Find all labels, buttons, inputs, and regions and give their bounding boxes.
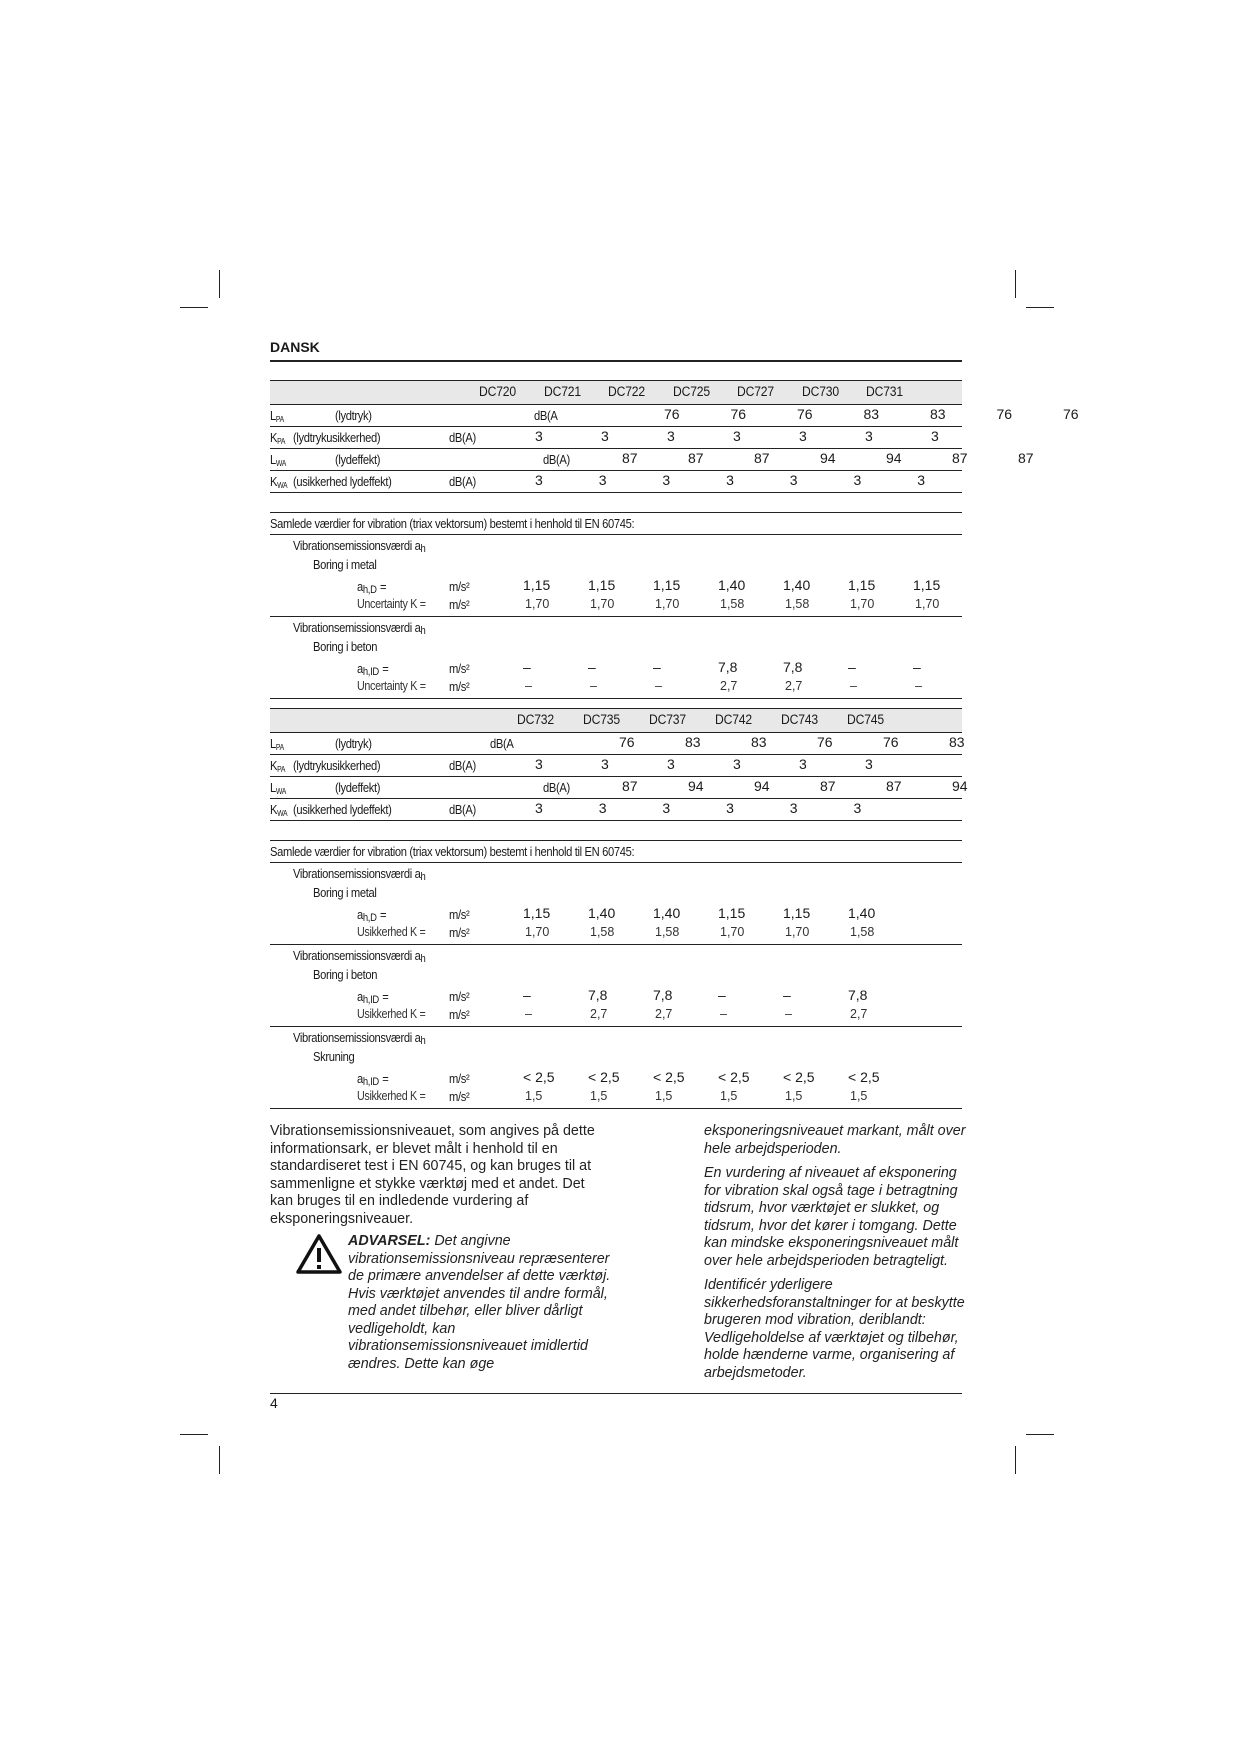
right-paragraph-3: Identificér yderligere sikkerhedsforanstaltninger for at beskytte brugeren mod vibration, deriblandt: Vedligeholdelse af værktøjet og tilbehør, holde hænderne varme, organisering af arbejdsmetoder. [704,1277,965,1381]
value-equals: = [382,1071,389,1086]
uncertainty-value: 1,70 [590,597,615,611]
value-label [357,989,388,1008]
row-value: 3 [733,756,741,772]
value-label [357,661,388,680]
value-equals: = [380,907,387,922]
crop-mark [1026,307,1054,308]
heading-subscript: h [420,543,426,555]
vibration-value: 7,8 [718,659,738,675]
row-value: 3 [535,756,543,772]
model-name: DC725 [672,384,710,399]
row-label: (usikkerhed lydeffekt) [293,474,392,489]
uncertainty-value: 1,5 [655,1089,673,1103]
vibration-title: Samlede værdier for vibration (triax vektorsum) bestemt i henhold til EN 60745: [270,516,635,531]
crop-mark [180,1434,208,1435]
application-label: Skruning [313,1049,355,1064]
row-value: 3 [865,428,873,444]
uncertainty-value: 2,7 [720,679,738,693]
row-value: 87 [952,450,968,466]
row-value: 83 [863,406,880,422]
vibration-value: 1,15 [588,577,616,593]
vibration-value: 1,15 [718,905,746,921]
row-symbol [270,452,286,471]
uncertainty-value: 1,70 [915,597,940,611]
row-value: 3 [733,428,741,444]
value-label [357,1071,388,1090]
row-label: (lydtryk) [335,408,372,423]
header-rule [270,360,962,362]
vibration-value: < 2,5 [783,1069,815,1085]
table-rule [270,840,962,841]
row-value: 87 [754,450,770,466]
row-value: 3 [598,800,607,816]
row-label: (lydeffekt) [335,452,381,467]
row-value: 83 [930,406,946,422]
vibration-heading [293,620,425,639]
row-value: 3 [726,800,734,816]
uncertainty-unit: m/s² [449,597,470,612]
row-value: 3 [931,428,939,444]
model-name: DC722 [608,384,645,399]
row-label: (lydtrykusikkerhed) [293,758,381,773]
row-value: 76 [1063,406,1079,422]
uncertainty-value: 1,58 [590,925,615,939]
crop-mark [1026,1434,1054,1435]
value-symbol: a [357,661,363,676]
vibration-value: 1,15 [523,577,551,593]
row-value: 94 [820,450,836,466]
vibration-value: 1,15 [913,577,941,593]
table-rule [270,798,962,799]
row-symbol-subscript: PA [275,415,284,424]
model-name: DC745 [847,712,884,727]
row-value: 3 [726,472,734,488]
model-name: DC720 [479,384,516,399]
table-rule [270,754,962,755]
uncertainty-value: 1,70 [785,925,810,939]
uncertainty-value: – [850,679,857,693]
vibration-value: – [523,659,531,675]
table-rule [270,862,962,863]
row-value: 3 [853,800,862,816]
value-subscript: h,ID [362,1076,379,1088]
uncertainty-value: 1,58 [850,925,875,939]
uncertainty-value: 1,5 [785,1089,803,1103]
left-text-column [270,1123,600,1235]
table-rule [270,380,962,381]
row-symbol [270,736,284,755]
crop-mark [180,307,208,308]
row-value: 3 [601,756,609,772]
value-subscript: h,D [362,584,377,596]
vibration-value: 1,40 [653,905,681,921]
table-rule [270,448,962,449]
uncertainty-label: Uncertainty K = [357,597,426,611]
row-unit: dB(A [534,408,558,423]
uncertainty-value: 1,5 [525,1089,543,1103]
table-rule [270,492,962,493]
row-value: 3 [535,800,543,816]
row-symbol-subscript: PA [277,765,286,774]
row-symbol-letter: K [270,430,278,445]
row-value: 87 [622,778,638,794]
table-rule [270,512,962,513]
row-symbol-subscript: WA [277,809,288,818]
table-rule [270,404,962,405]
model-name: DC721 [543,384,581,399]
row-value: 87 [886,778,902,794]
table-rule [270,1026,962,1027]
value-unit: m/s² [449,907,470,922]
row-value: 83 [949,734,965,750]
value-unit: m/s² [449,1071,470,1086]
heading-text: Vibrationsemissionsværdi a [293,538,421,553]
row-label: (lydtryk) [335,736,372,751]
row-value: 87 [1018,450,1034,466]
footer-rule [270,1393,962,1394]
vibration-value: – [653,659,661,675]
vibration-value: – [588,659,596,675]
value-unit: m/s² [449,989,470,1004]
crop-mark [1015,1446,1016,1474]
crop-mark [219,270,220,298]
vibration-value: – [523,987,531,1003]
uncertainty-value: 2,7 [655,1007,673,1021]
vibration-value: 7,8 [653,987,673,1003]
vibration-value: 1,15 [523,905,551,921]
uncertainty-unit: m/s² [449,925,470,940]
vibration-value: 7,8 [783,659,803,675]
vibration-title: Samlede værdier for vibration (triax vektorsum) bestemt i henhold til EN 60745: [270,844,635,859]
uncertainty-value: 1,58 [720,597,745,611]
value-unit: m/s² [449,579,470,594]
uncertainty-value: – [525,679,532,693]
right-text-column [704,1123,966,1389]
row-label: (lydtrykusikkerhed) [293,430,381,445]
uncertainty-value: 2,7 [785,679,803,693]
table-rule [270,534,962,535]
vibration-heading [293,866,425,885]
vibration-value: < 2,5 [718,1069,750,1085]
row-value: 3 [789,472,798,488]
row-value: 94 [688,778,704,794]
uncertainty-label: Usikkerhed K = [357,1007,426,1021]
heading-text: Vibrationsemissionsværdi a [293,948,421,963]
row-value: 3 [598,472,607,488]
value-equals: = [380,579,387,594]
row-symbol-subscript: WA [275,787,287,796]
model-name: DC737 [649,712,686,727]
vibration-value: 7,8 [588,987,608,1003]
uncertainty-label: Usikkerhed K = [357,1089,426,1103]
row-value: 3 [535,472,543,488]
model-name: DC727 [737,384,774,399]
row-symbol-subscript: WA [277,481,288,490]
vibration-value: 1,15 [783,905,811,921]
uncertainty-value: – [655,679,662,693]
row-value: 76 [664,406,680,422]
table-rule [270,944,962,945]
uncertainty-value: – [720,1007,727,1021]
table-rule [270,732,962,733]
uncertainty-value: 1,5 [850,1089,868,1103]
value-subscript: h,D [362,912,377,924]
row-symbol-subscript: WA [275,459,287,468]
uncertainty-value: – [915,679,922,693]
uncertainty-value: 2,7 [850,1007,868,1021]
row-symbol-letter: K [270,474,278,489]
row-value: 76 [996,406,1013,422]
model-name: DC730 [801,384,839,399]
row-symbol [270,802,287,821]
model-name: DC743 [781,712,818,727]
uncertainty-value: 2,7 [590,1007,608,1021]
row-value: 3 [662,800,671,816]
row-value: 3 [662,472,671,488]
uncertainty-value: 1,5 [720,1089,738,1103]
row-value: 3 [799,428,807,444]
uncertainty-value: 1,70 [850,597,875,611]
value-symbol: a [357,989,363,1004]
model-name: DC731 [866,384,903,399]
warning-block [348,1233,613,1373]
page-number: 4 [270,1395,278,1411]
row-value: 87 [688,450,704,466]
vibration-heading [293,538,425,557]
row-symbol [270,474,287,493]
row-symbol [270,430,285,449]
uncertainty-value: – [590,679,597,693]
uncertainty-value: 1,5 [590,1089,608,1103]
row-value: 3 [917,472,925,488]
row-symbol-letter: L [270,452,276,467]
vibration-value: – [718,987,726,1003]
warning-label: ADVARSEL: [348,1233,431,1249]
section-language-label: DANSK [270,339,320,355]
row-value: 3 [601,428,609,444]
application-label: Boring i metal [313,885,377,900]
table-rule [270,708,962,709]
uncertainty-value: 1,58 [655,925,680,939]
value-symbol: a [357,579,363,594]
row-value: 76 [883,734,899,750]
value-equals: = [382,989,389,1004]
row-value: 3 [853,472,862,488]
row-value: 83 [751,734,767,750]
row-unit: dB(A [490,736,514,751]
table-rule [270,698,962,699]
row-value: 76 [619,734,635,750]
row-symbol-letter: K [270,802,278,817]
heading-subscript: h [420,1035,426,1047]
vibration-value: 1,40 [783,577,811,593]
table-rule [270,776,962,777]
application-label: Boring i beton [313,967,378,982]
vibration-value: – [848,659,856,675]
value-label [357,907,386,926]
uncertainty-value: – [785,1007,792,1021]
vibration-value: – [913,659,921,675]
row-unit: dB(A) [449,474,476,489]
vibration-heading [293,1030,425,1049]
heading-subscript: h [420,625,426,637]
model-name: DC742 [715,712,752,727]
row-symbol [270,408,284,427]
heading-subscript: h [420,953,426,965]
row-value: 76 [817,734,833,750]
table-rule [270,426,962,427]
row-value: 3 [535,428,543,444]
model-name: DC735 [583,712,620,727]
row-label: (usikkerhed lydeffekt) [293,802,392,817]
uncertainty-unit: m/s² [449,1089,470,1104]
vibration-value: 7,8 [848,987,868,1003]
row-value: 3 [667,756,675,772]
row-symbol-letter: L [270,736,276,751]
value-label [357,579,386,598]
row-value: 76 [730,406,747,422]
crop-mark [1015,270,1016,298]
uncertainty-value: 1,70 [655,597,680,611]
row-symbol-letter: L [270,780,276,795]
row-value: 3 [799,756,807,772]
uncertainty-value: 1,70 [525,597,550,611]
row-symbol [270,758,285,777]
heading-text: Vibrationsemissionsværdi a [293,620,421,635]
row-value: 87 [622,450,638,466]
vibration-value: < 2,5 [588,1069,620,1085]
row-value: 3 [789,800,798,816]
value-subscript: h,ID [362,666,379,678]
vibration-value: – [783,987,791,1003]
uncertainty-unit: m/s² [449,679,470,694]
uncertainty-value: 1,70 [525,925,550,939]
vibration-value: < 2,5 [523,1069,555,1085]
row-symbol-letter: L [270,408,276,423]
table-rule [270,616,962,617]
model-name: DC732 [517,712,554,727]
row-value: 87 [820,778,836,794]
value-unit: m/s² [449,661,470,676]
vibration-heading [293,948,425,967]
vibration-value: 1,40 [718,577,746,593]
row-symbol-subscript: PA [275,743,284,752]
uncertainty-value: – [525,1007,532,1021]
row-unit: dB(A) [543,780,570,795]
uncertainty-label: Uncertainty K = [357,679,426,693]
table-rule [270,820,962,821]
row-label: (lydeffekt) [335,780,381,795]
heading-text: Vibrationsemissionsværdi a [293,866,421,881]
vibration-value: < 2,5 [653,1069,685,1085]
row-unit: dB(A) [449,802,476,817]
application-label: Boring i metal [313,557,377,572]
vibration-value: 1,40 [588,905,616,921]
row-unit: dB(A) [449,758,476,773]
application-label: Boring i beton [313,639,378,654]
heading-text: Vibrationsemissionsværdi a [293,1030,421,1045]
vibration-value: 1,15 [653,577,681,593]
row-value: 94 [952,778,968,794]
vibration-value: 1,15 [848,577,876,593]
row-value: 3 [667,428,675,444]
row-value: 3 [865,756,873,772]
value-symbol: a [357,1071,363,1086]
vibration-value: 1,40 [848,905,876,921]
right-paragraph-2: En vurdering af niveauet af eksponering for vibration skal også tage i betragtning tidsrum, hvor værktøjet er slukket, og tidsrum, hvor det kører i tomgang. Dette kan mindske eksponeringsniveauet målt over hele arbejdsperioden betragteligt. [704,1165,959,1269]
uncertainty-unit: m/s² [449,1007,470,1022]
value-subscript: h,ID [362,994,379,1006]
warning-text: Det angivne vibrationsemissionsniveau repræsenterer de primære anvendelser af dette værktøj. Hvis værktøjet anvendes til andre formål, med andet tilbehør, eller bliver dårligt vedligeholdt, kan vibrationsemissionsniveauet imidlertid ændres. Dette kan øge [348,1233,611,1372]
row-value: 94 [754,778,770,794]
value-equals: = [382,661,389,676]
table-rule [270,1108,962,1109]
heading-subscript: h [420,871,426,883]
row-value: 76 [797,406,813,422]
uncertainty-value: 1,70 [720,925,745,939]
row-unit: dB(A) [449,430,476,445]
right-paragraph-1: eksponeringsniveauet markant, målt over hele arbejdsperioden. [704,1123,966,1157]
row-value: 83 [685,734,701,750]
row-symbol-letter: K [270,758,278,773]
crop-mark [219,1446,220,1474]
vibration-value: < 2,5 [848,1069,880,1085]
warning-triangle-icon [295,1233,343,1275]
row-symbol-subscript: PA [277,437,286,446]
value-symbol: a [357,907,363,922]
uncertainty-label: Usikkerhed K = [357,925,426,939]
table-rule [270,470,962,471]
row-value: 94 [886,450,902,466]
uncertainty-value: 1,58 [785,597,810,611]
vibration-info-paragraph: Vibrationsemissionsniveauet, som angives på dette informationsark, er blevet målt i henhold til en standardiseret test i EN 60745, og kan bruges til at sammenligne et stykke værktøj med et andet. Det kan bruges til en indledende vurdering af eksponeringsniveauer. [270,1123,595,1227]
row-symbol [270,780,286,799]
row-unit: dB(A) [543,452,570,467]
